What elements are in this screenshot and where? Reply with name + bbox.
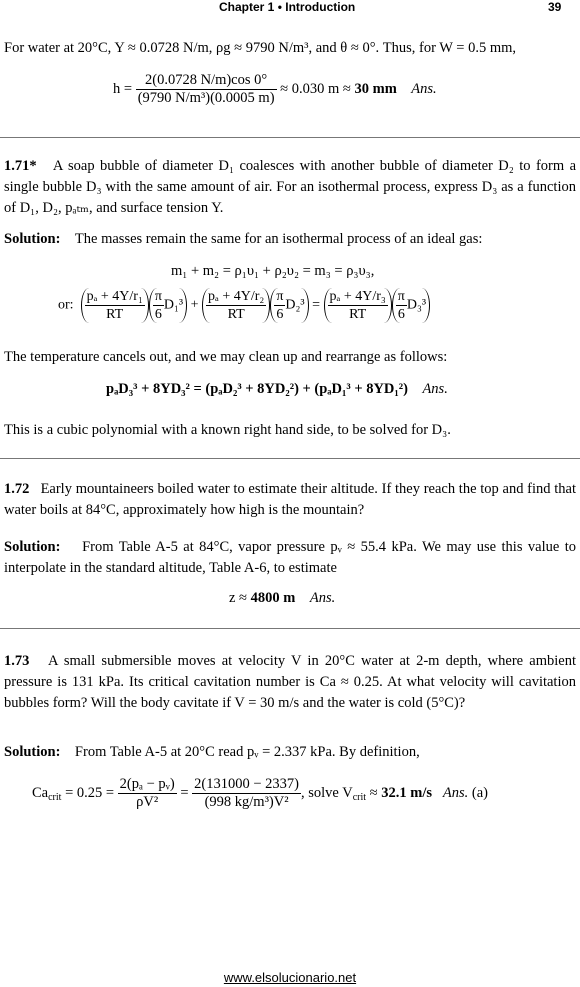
problem-172-result: z ≈ 4800 m Ans. xyxy=(229,590,336,606)
section-divider xyxy=(0,458,580,459)
cavitation-fraction-2: $\frac{2(131000 - 2337)}{\text{(998 kg/m³)V²}}$ xyxy=(194,776,300,810)
intro-equation: h = $\frac{2(0.0728 N/m)\cos 0^\circ}{\text{(9790 N/m³)(0.0005 m)}}$ ≈ 0.030 m ≈ 30 mm Ans. xyxy=(113,72,437,106)
problem-171-final-equation: pₐD₃³ + 8YD₃² = (pₐD₂³ + 8YD₂²) + (pₐD₁³ + 8YD₁²) Ans. xyxy=(106,381,448,397)
problem-171-cubic-text: This is a cubic polynomial with a known right hand side, to be solved for D₃. xyxy=(4,422,451,438)
problem-172-solution: Solution: From Table A-5 at 84°C, vapor pressure pᵥ ≈ 55.4 kPa. We may use this value to interpolate in the standard altitude, Table A-6, to estimate xyxy=(4,539,576,576)
problem-171-statement: 1.71* A soap bubble of diameter D₁ coalesces with another bubble of diameter D₂ to form a single bubble D₃ with the same amount of air. For an isothermal process, express D₃ as a function of D₁, D₂, pₐₜₘ, and surface tension Y. xyxy=(4,158,577,216)
intro-fraction: $\frac{2(0.0728 N/m)\cos 0^\circ}{\text{(9790 N/m³)(0.0005 m)}}$ xyxy=(137,72,275,106)
page-number: 39 xyxy=(548,0,562,14)
section-divider xyxy=(0,137,580,138)
chapter-title: Chapter 1 • Introduction xyxy=(219,0,356,14)
problem-173-solution-intro: Solution: From Table A-5 at 20°C read pᵥ = 2.337 kPa. By definition, xyxy=(4,744,420,760)
problem-171-mass-equation: m₁ + m₂ = ρ₁υ₁ + ρ₂υ₂ = m₃ = ρ₃υ₃, xyxy=(171,263,375,279)
problem-171-solution-intro: Solution: The masses remain the same for an isothermal process of an ideal gas: xyxy=(4,231,483,247)
footer-link[interactable]: www.elsolucionario.net xyxy=(223,970,357,985)
page-header xyxy=(0,0,580,14)
intro-text: For water at 20°C, Y ≈ 0.0728 N/m, ρg ≈ 9790 N/m³, and θ ≈ 0°. Thus, for W = 0.5 mm, xyxy=(4,40,517,56)
section-divider xyxy=(0,628,580,629)
problem-171-temperature-text: The temperature cancels out, and we may clean up and rearrange as follows: xyxy=(4,349,448,365)
problem-172-statement: 1.72 Early mountaineers boiled water to estimate their altitude. If they reach the top and find that water boils at 84°C, approximately how high is the mountain? xyxy=(4,481,576,518)
cavitation-fraction-1: $\frac{\text{2(pₐ − pᵥ)}}{\text{ρV²}}$ xyxy=(119,776,175,810)
problem-173-equation: $Ca_{crit} = 0.25$ = $\frac{\text{2(pₐ − pᵥ)}}{\text{ρV²}}$ = $\frac{2(131000 - 2337)}{\text{(998 kg/m³)V²}}$ , solve $V_{crit} \approx 32.1$ m/s Ans. (a) xyxy=(32,776,488,810)
problem-171-bubble-equation: or: $\frac{\text{pₐ + 4Y/r₁}}{RT}$ $\frac{\pi}{6}$ D₁³ + $\frac{\text{pₐ + 4Y/r₂}}{RT}$ $\frac{\pi}{6}$ D₂³ = $\frac{\text{pₐ + 4Y/r₃}}{RT}$ $\frac{\pi}{6}$ D₃³ xyxy=(58,288,430,323)
problem-173-statement: 1.73 A small submersible moves at velocity V in 20°C water at 2-m depth, where ambient pressure is 131 kPa. Its critical cavitation number is Ca ≈ 0.25. At what velocity will cavitation bubbles form? Will the body cavitate if V = 30 m/s and the water is cold (5°C)? xyxy=(4,653,577,711)
